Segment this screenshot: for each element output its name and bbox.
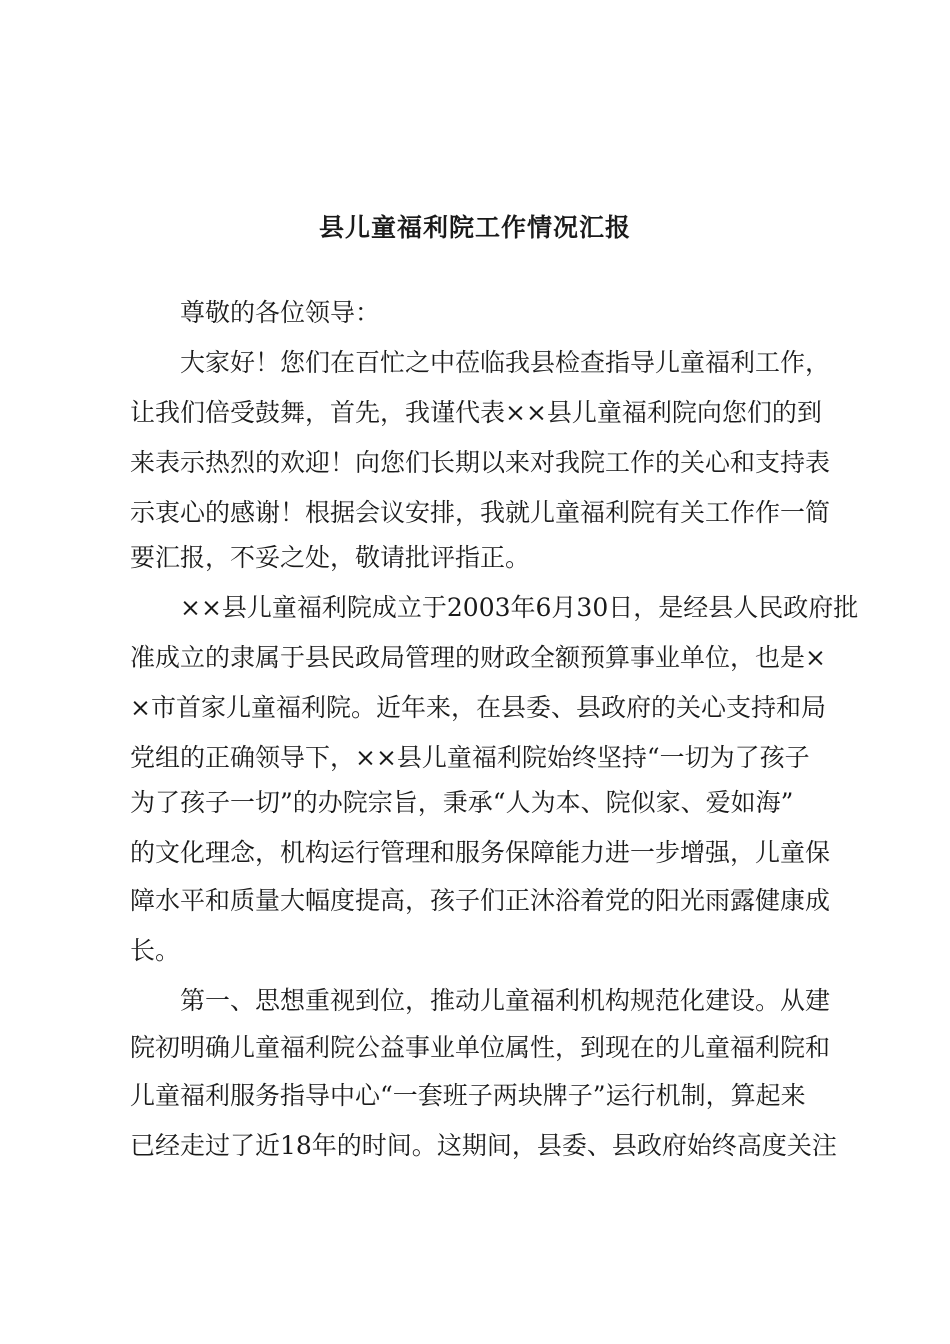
paragraph-2-line-8: 长。 [130,936,181,965]
paragraph-3-line-3: 儿童福利服务指导中心“一套班子两块牌子”运行机制，算起来 [130,1081,806,1110]
salutation: 尊敬的各位领导： [180,298,381,327]
paragraph-2-line-7: 障水平和质量大幅度提高，孩子们正沐浴着党的阳光雨露健康成 [130,886,831,915]
paragraph-3-line-1: 第一、思想重视到位，推动儿童福利机构规范化建设。从建 [180,986,831,1015]
paragraph-1-line-4: 示衷心的感谢！根据会议安排，我就儿童福利院有关工作作一简 [130,498,831,527]
paragraph-2-line-3: ×市首家儿童福利院。近年来，在县委、县政府的关心支持和局 [130,693,826,722]
paragraph-3-line-2: 院初明确儿童福利院公益事业单位属性，到现在的儿童福利院和 [130,1033,831,1062]
paragraph-2-line-4: 党组的正确领导下，××县儿童福利院始终坚持“一切为了孩子 [130,743,810,772]
paragraph-1-line-3: 来表示热烈的欢迎！向您们长期以来对我院工作的关心和支持表 [130,448,831,477]
paragraph-2-line-5: 为了孩子一切”的办院宗旨，秉承“人为本、院似家、爱如海” [130,788,794,817]
document-title: 县儿童福利院工作情况汇报 [318,213,631,242]
paragraph-2-line-2: 准成立的隶属于县民政局管理的财政全额预算事业单位，也是× [130,643,826,672]
paragraph-1-line-2: 让我们倍受鼓舞，首先，我谨代表××县儿童福利院向您们的到 [130,398,822,427]
paragraph-1-line-5: 要汇报，不妥之处，敬请批评指正。 [130,543,531,572]
paragraph-3-line-4: 已经走过了近18年的时间。这期间，县委、县政府始终高度关注 [130,1131,837,1160]
paragraph-2-line-1: ××县儿童福利院成立于2003年6月30日，是经县人民政府批 [180,593,859,622]
paragraph-2-line-6: 的文化理念，机构运行管理和服务保障能力进一步增强，儿童保 [130,838,831,867]
paragraph-1-line-1: 大家好！您们在百忙之中莅临我县检查指导儿童福利工作， [180,348,831,377]
